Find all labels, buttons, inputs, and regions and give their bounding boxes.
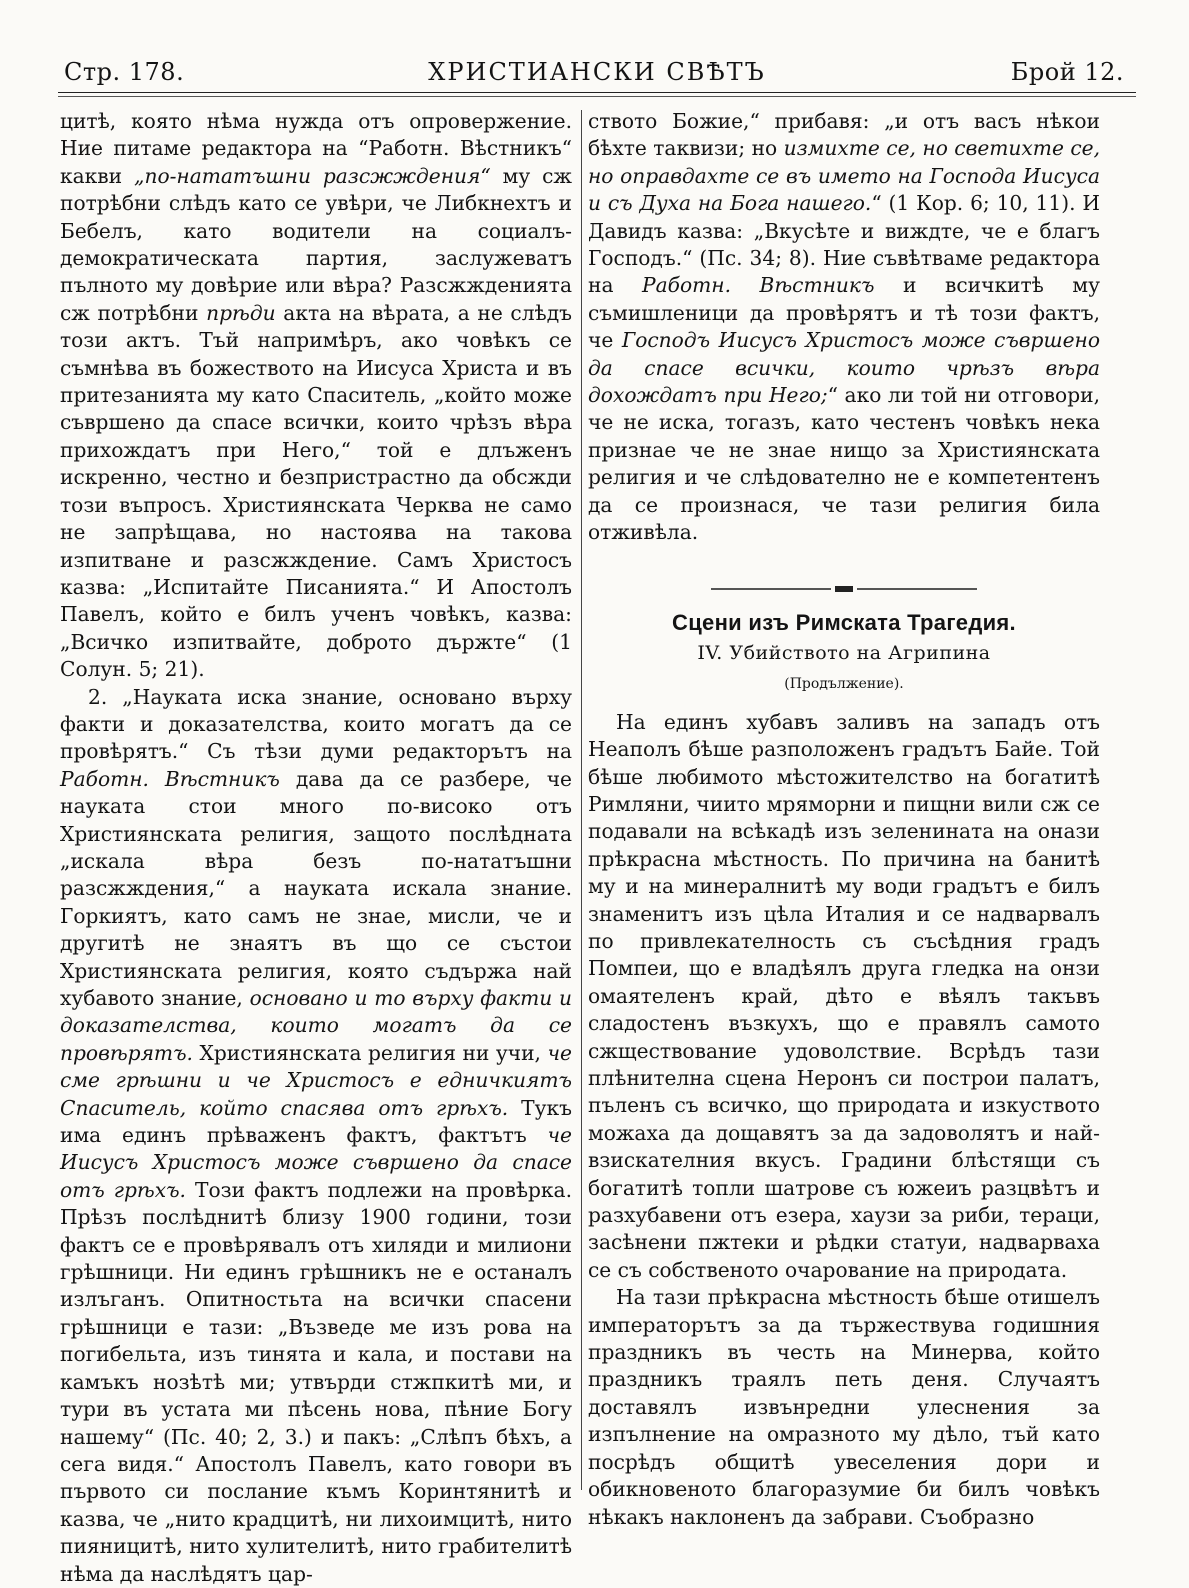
page-number: Стр. 178. — [64, 58, 185, 86]
section-ornament — [588, 575, 1100, 587]
issue-number: Брой 12. — [1010, 58, 1124, 86]
publication-title: ХРИСТИАНСКИ СВѢТЪ — [428, 58, 766, 86]
paragraph: На единъ хубавъ заливъ на западъ отъ Неаполъ бѣше разположенъ градътъ Байе. Той бѣше любимото мѣстожителство на богатитѣ Римляни, чиито мряморни и пищни вили сж се подавали на всѣкадѣ изъ зеленината на онази прѣкрасна мѣстность. По причина на банитѣ му и на минералнитѣ му води градътъ е билъ знаменитъ изъ цѣла Италия и се надварвалъ по привлекателность съ съсѣдния градъ Помпеи, що е владѣялъ друга гледка на онзи омаятеленъ край, дѣто е вѣялъ такъвъ сладостенъ възкухъ, що е правялъ самото сжществование удоволствие. Всрѣдъ тази плѣнителна сцена Неронъ си построи палатъ, пъленъ съ всичко, що природата и изкуството можаха да дощавятъ за да задоволятъ и най-взискателния вкусъ. Градини блѣстящи съ богатитѣ топли шатрове съ южеиъ разцвѣтъ и разхубавени отъ езера, хаузи за риби, тераци, засѣнени пжтеки и рѣдки статуи, надварваха се съ собственото очарование на природата. — [588, 709, 1100, 1282]
paragraph: 2. „Науката иска знание, основано върху факти и доказателства, които могатъ да се провѣрятъ.“ Съ тѣзи думи редакторътъ на Работн. Вѣстникъ дава да се разбере, че науката стои много по-високо отъ Християнската религия, защото послѣдната „искала вѣра безъ по-нататъшни разсжждения,“ а науката искала знание. Горкиятъ, като самъ не знае, мисли, че и другитѣ не знаятъ въ що се състои Християнската религия, която съдържа най хубавото знание, основано и то върху факти и доказателства, които могатъ да се провѣрятъ. Християнската религия ни учи, че сме грѣшни и че Христосъ е едничкиятъ Спаситель, който спасява отъ грѣхъ. Тукъ има единъ прѣваженъ фактъ, фактътъ че Иисусъ Христосъ може съвршено да спасе отъ грѣхъ. Този фактъ подлежи на провѣрка. Прѣзъ послѣднитѣ близу 1900 години, този фактъ се е провѣрявалъ отъ хиляди и милиони грѣшници. Ни единъ грѣшникъ не е останалъ излъганъ. Опитностьта на всички спасени грѣшници е тази: „Възведе ме изъ рова на погибельта, изъ тинята и кала, и постави на камъкъ нозѣтѣ ми; утвърди стжпкитѣ ми, и тури въ устата ми пѣсень нова, пѣние Богу нашему“ (Пс. 40; 2, 3.) и пакъ: „Слѣпъ бѣхъ, а сега видя.“ Апостолъ Павелъ, като говори въ първото си послание къмъ Коринтянитѣ и казва, че „нито крадцитѣ, ни лихоимцитѣ, нито пияницитѣ, нито хулителитѣ, нито грабителитѣ нѣма да наслѣдятъ цар- — [60, 684, 572, 1586]
paragraph: На тази прѣкрасна мѣстность бѣше отишелъ императорътъ за да тържествува годишния праздникъ въ честь на Минерва, който праздникъ траялъ петь деня. Случаятъ доставялъ извънредни улеснения за изпълнение на омразното му дѣло, тъй като посрѣдъ общитѣ увеселения дори и обикновеното благоразумие би билъ човѣкъ нѣкакъ наклоненъ да забрави. Съобразно — [588, 1285, 1100, 1529]
right-column — [588, 108, 1100, 1531]
header-rule-thin — [58, 96, 1136, 97]
continuation-note: (Продължение). — [784, 676, 904, 693]
header-rule — [58, 92, 1136, 93]
paragraph: ството Божие,“ прибавя: „и отъ васъ нѣкои бѣхте таквизи; но измихте се, но светихте се, но оправдахте се въ името на Господа Иисуса и съ Духа на Бога нашего.“ (1 Кор. 6; 10, 11). И Давидъ казва: „Вкусѣте и виждте, че е благъ Господъ.“ (Пс. 34; 8). Ние съвѣтваме редактора на Работн. Вѣстникъ и всичкитѣ му съмишленици да провѣрятъ и тѣ този фактъ, че Господъ Иисусъ Христосъ може съвршено да спасе всички, които чрѣзъ вѣра дохождатъ при Него;“ ако ли той ни отговори, че не иска, тогазъ, като честенъ човѣкъ нека признае че не знае нищо за Християнската религия и че слѣдователно не е компетентенъ да се произнася, че тази религия била отживѣла. — [588, 109, 1101, 545]
column-divider — [581, 110, 582, 1490]
section-subtitle: IV. Убийството на Агрипина — [697, 641, 991, 664]
section-title: Сцени изъ Римската Трагедия. — [672, 609, 1016, 635]
page-header — [60, 56, 1134, 92]
paragraph: цитѣ, която нѣма нужда отъ опровержение. Ние питаме редактора на “Работн. Вѣстникъ“ какви „по-нататъшни разсжждения“ му сж потрѣбни слѣдъ като се увѣри, че Либкнехтъ и Бебелъ, като водители на социалъ-демократическата партия, заслужеватъ пълното му довѣрие или вѣра? Разсжжденията сж потрѣбни прѣди акта на вѣрата, а не слѣдъ този актъ. Тъй напримѣръ, ако човѣкъ се съмнѣва въ божеството на Иисуса Христа и въ притезанията му като Спаситель, „който може съвршено да спасе всички, които чрѣзъ вѣра прихождатъ при Него,“ той е длъженъ искренно, честно и безпристрастно да обсжди този въпросъ. Християнската Черква не само не запрѣщава, но настоява на такова изпитване и разсжждение. Самъ Христосъ казва: „Испитайте Писанията.“ И Апостолъ Павелъ, който е билъ ученъ човѣкъ, казва: „Всичко изпитвайте, доброто държте“ (1 Солун. 5; 21). — [60, 109, 572, 682]
left-column — [60, 108, 572, 1588]
